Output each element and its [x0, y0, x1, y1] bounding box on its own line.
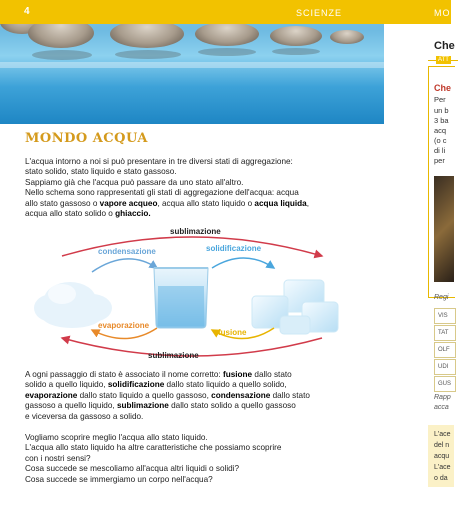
passage-text: dallo stato liquido a quello solido, — [164, 380, 287, 390]
row-label: OLF — [438, 347, 450, 353]
note-box — [428, 425, 454, 487]
intro-line: acqua allo stato solido o — [25, 209, 116, 219]
page-number: 4 — [24, 6, 30, 17]
row-label: VIS — [438, 313, 448, 319]
states-of-matter-diagram — [22, 224, 362, 364]
term-fusione: fusione — [222, 370, 253, 379]
passage-text: gassoso a quello liquido, — [25, 401, 117, 411]
stone-reflection — [272, 48, 320, 55]
note-line: L'ace — [434, 431, 451, 438]
passage-text: dallo stato liquido a quello gassoso, — [77, 390, 212, 400]
intro-line: Sappiamo già che l'acqua può passare da uno stato all'altro. — [25, 177, 244, 187]
stone-reflection — [115, 50, 181, 59]
table-row — [434, 359, 456, 375]
table-caption: Regi — [434, 294, 449, 301]
term-acqua-liquida: acqua liquida — [254, 198, 307, 208]
label-sublimation-bottom: sublimazione — [148, 351, 199, 360]
activity-line: per — [434, 156, 445, 165]
question-line: Cosa succede se immergiamo un corpo nell'acqua? — [25, 474, 213, 484]
passage-text: solido a quello liquido, — [25, 380, 108, 390]
activity-line: (o c — [434, 136, 447, 145]
row-label: UDI — [438, 364, 449, 370]
activity-line: acq — [434, 126, 447, 135]
term-ghiaccio: ghiaccio. — [115, 209, 151, 219]
table-row — [434, 325, 456, 341]
stone — [110, 20, 184, 48]
label-condensation: condensazione — [98, 247, 156, 256]
page-title: MONDO ACQUA — [25, 131, 149, 146]
activity-line: un b — [434, 106, 449, 115]
intro-line: allo stato gassoso o — [25, 198, 100, 208]
activity-line: Per — [434, 95, 446, 104]
label-sublimation-top: sublimazione — [170, 227, 221, 236]
label-solidification: solidificazione — [206, 244, 262, 253]
arrow-condensation — [92, 259, 157, 272]
table-row — [434, 342, 456, 358]
intro-line: Nello schema sono rappresentati gli stati di aggregazione dell'acqua: acqua — [25, 188, 299, 198]
passage-text: dallo stato — [252, 370, 292, 379]
activity-photo — [434, 176, 454, 282]
footnote-line: acca — [434, 404, 449, 411]
passage-text: e viceversa da gassoso a solido. — [25, 411, 144, 421]
activity-heading: Che — [434, 83, 452, 93]
term-solidificazione: solidificazione — [107, 380, 165, 390]
passage-text: dallo stato solido a quello gassoso — [168, 401, 296, 411]
intro-line: , acqua allo stato liquido o — [157, 198, 255, 208]
question-line: con i nostri sensi? — [25, 453, 91, 463]
footnote-line: Rapp — [434, 394, 451, 401]
label-evaporation: evaporazione — [98, 321, 150, 330]
row-label: GUS — [438, 381, 452, 387]
activity-line: 3 ba — [434, 116, 449, 125]
passages-paragraph — [25, 370, 355, 422]
stone-reflection — [32, 50, 92, 60]
stone — [195, 22, 259, 46]
row-label: TAT — [438, 330, 449, 336]
question-line: L'acqua allo stato liquido ha altre caratteristiche che possiamo scoprire — [25, 443, 282, 453]
stone-reflection — [198, 48, 256, 56]
note-line: del n — [434, 442, 450, 449]
table-row — [434, 308, 456, 324]
term-sublimazione: sublimazione — [116, 401, 169, 411]
questions-paragraph — [25, 433, 355, 485]
intro-paragraph — [25, 157, 355, 219]
beaker-liquid-icon — [154, 268, 208, 328]
term-vapore: vapore acqueo — [99, 198, 158, 208]
arrow-solidification — [212, 258, 274, 268]
ice-cubes-icon — [252, 280, 338, 334]
section-label-next: MO — [434, 8, 451, 18]
intro-line: , — [306, 198, 310, 208]
note-line: L'ace — [434, 464, 451, 471]
intro-line: stato solido, stato liquido e stato gassoso. — [25, 167, 177, 177]
horizon-line — [0, 62, 384, 68]
stone — [330, 30, 364, 44]
question-line: Cosa succede se mescoliamo all'acqua altri liquidi o solidi? — [25, 464, 240, 474]
note-line: acqu — [434, 453, 450, 460]
intro-line: L'acqua intorno a noi si può presentare in tre diversi stati di aggregazione: — [25, 157, 293, 166]
section-label: SCIENZE — [296, 8, 343, 18]
table-row — [434, 376, 456, 392]
passage-text: A ogni passaggio di stato è associato il nome corretto: — [25, 370, 223, 379]
note-line: o da — [434, 475, 448, 482]
top-bar — [0, 0, 451, 24]
sidebar-title: Che — [434, 40, 455, 52]
stone — [270, 26, 322, 46]
question-line: Vogliamo scoprire meglio l'acqua allo stato liquido. — [25, 433, 208, 442]
passage-text: dallo stato — [270, 390, 310, 400]
label-fusion: fusione — [218, 328, 247, 337]
activity-tag-label: ATT — [438, 57, 449, 63]
term-condensazione: condensazione — [211, 390, 271, 400]
term-evaporazione: evaporazione — [25, 390, 78, 400]
activity-line: di li — [434, 146, 446, 155]
